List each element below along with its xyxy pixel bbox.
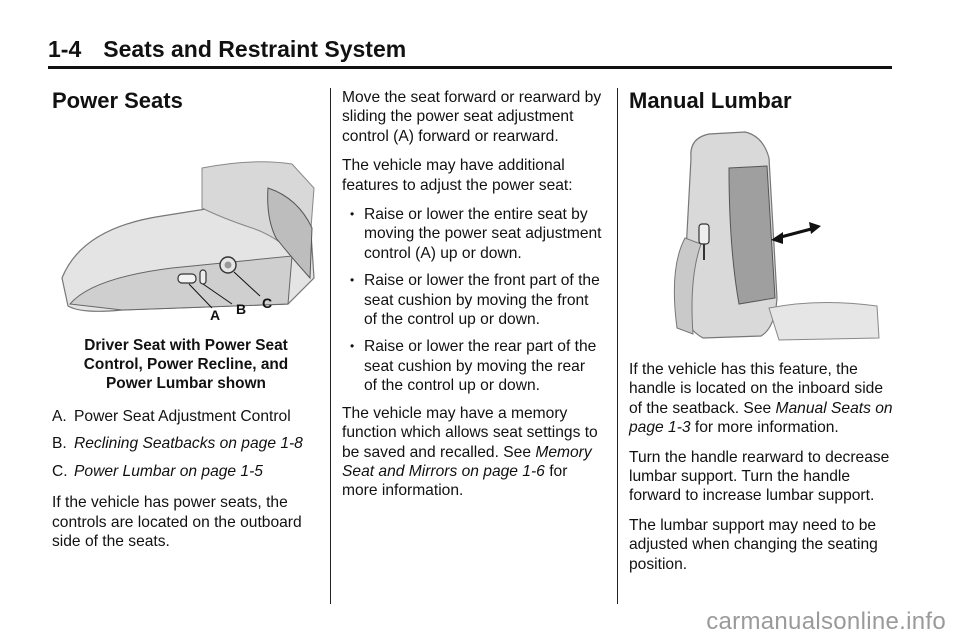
legend-letter: C. [52,462,68,480]
figure-caption: Driver Seat with Power Seat Control, Power Recline, and Power Lumbar shown [83,337,289,392]
power-seats-location-paragraph: If the vehicle has power seats, the controls are located on the outboard side of the seats. [52,494,302,551]
callout-b: B [236,301,247,317]
power-seats-heading: Power Seats [52,88,183,113]
column-divider-2 [617,88,618,604]
bullet-icon: • [350,207,355,222]
manual-lumbar-illustration [629,128,897,348]
power-seat-illustration [52,128,320,328]
legend-letter: B. [52,435,67,453]
callout-c: C [262,295,273,311]
manual-seats-link[interactable]: Manual Seats on page 1-3 [629,399,893,437]
memory-seat-link[interactable]: Memory Seat and Mirrors on page 1-6 [342,443,592,480]
bullet-icon: • [350,273,355,288]
lumbar-adjust-paragraph: The lumbar support may need to be adjusted when changing the seating position. [629,516,878,573]
legend-item-c [52,462,320,481]
column-power-seats [52,88,320,561]
section-title: Seats and Restraint System [103,36,407,62]
forward-rearward-paragraph: Move the seat forward or rearward by sliding the power seat adjustment control (A) forward or rearward. [342,89,602,145]
header-divider [48,66,892,69]
column-manual-lumbar [629,88,897,584]
memory-function-paragraph: The vehicle may have a memory function which allows seat settings to be saved and recalled. See Memory Seat and Mirrors on page 1-6 for more information. [342,404,598,500]
legend-item-a [52,407,320,426]
manual-lumbar-location-paragraph: If the vehicle has this feature, the handle is located on the inboard side of the seatback. See Manual Seats on page 1-3 for more information. [629,361,893,437]
legend-link-reclining[interactable]: Reclining Seatbacks on page 1-8 [74,435,303,453]
bullet-icon: • [350,339,355,354]
manual-lumbar-heading: Manual Lumbar [629,88,792,113]
legend-link-power-lumbar[interactable]: Power Lumbar on page 1-5 [74,462,263,480]
list-item: • Raise or lower the front part of the seat cushion by moving the front of the control up or down. [342,271,602,329]
watermark: carmanualsonline.info [706,608,946,635]
adjustment-bullet-list [342,205,602,396]
page-header [48,36,406,63]
column-power-seat-adjust [342,88,602,511]
additional-features-paragraph: The vehicle may have additional features to adjust the power seat: [342,157,573,194]
list-item: • Raise or lower the rear part of the seat cushion by moving the rear of the control up or down. [342,337,602,395]
turn-handle-paragraph: Turn the handle rearward to decrease lumbar support. Turn the handle forward to increase lumbar support. [629,448,890,505]
list-item: • Raise or lower the entire seat by moving the power seat adjustment control (A) up or down. [342,205,602,263]
callout-a: A [210,307,221,323]
column-divider-1 [330,88,331,604]
legend-item-b [52,434,320,453]
legend-text: Power Seat Adjustment Control [74,408,291,425]
legend-letter: A. [52,408,67,425]
page-number: 1-4 [48,36,82,62]
